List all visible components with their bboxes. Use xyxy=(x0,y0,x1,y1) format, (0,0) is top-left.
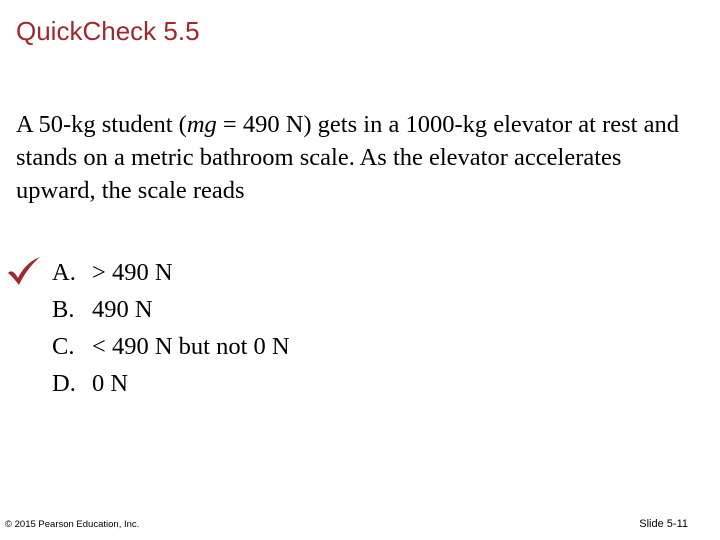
question-text xyxy=(16,108,706,207)
option-d-letter: D. xyxy=(52,370,76,397)
answer-options xyxy=(52,256,290,404)
option-b xyxy=(52,293,290,330)
option-a xyxy=(52,256,290,293)
question-part-2: = 490 N) gets in a 1000-kg elevator at rest and stands on a metric bathroom scale. As the elevator accelerates upward, the scale reads xyxy=(16,111,679,204)
question-part-1: A 50-kg student ( xyxy=(16,111,187,138)
option-b-letter: B. xyxy=(52,296,75,323)
question-italic-term: mg xyxy=(186,111,217,138)
slide-title: QuickCheck 5.5 xyxy=(16,16,200,46)
option-d-text: 0 N xyxy=(92,370,129,397)
option-c-text: < 490 N but not 0 N xyxy=(92,333,290,360)
option-c xyxy=(52,330,290,367)
option-a-letter: A. xyxy=(52,259,76,286)
option-d xyxy=(52,367,290,404)
option-c-letter: C. xyxy=(52,333,75,360)
option-a-text: > 490 N xyxy=(92,259,173,286)
option-b-text: 490 N xyxy=(92,296,153,323)
slide-number: Slide 5-11 xyxy=(639,518,688,530)
copyright-notice: © 2015 Pearson Education, Inc. xyxy=(5,519,140,530)
checkmark-icon xyxy=(6,256,42,286)
